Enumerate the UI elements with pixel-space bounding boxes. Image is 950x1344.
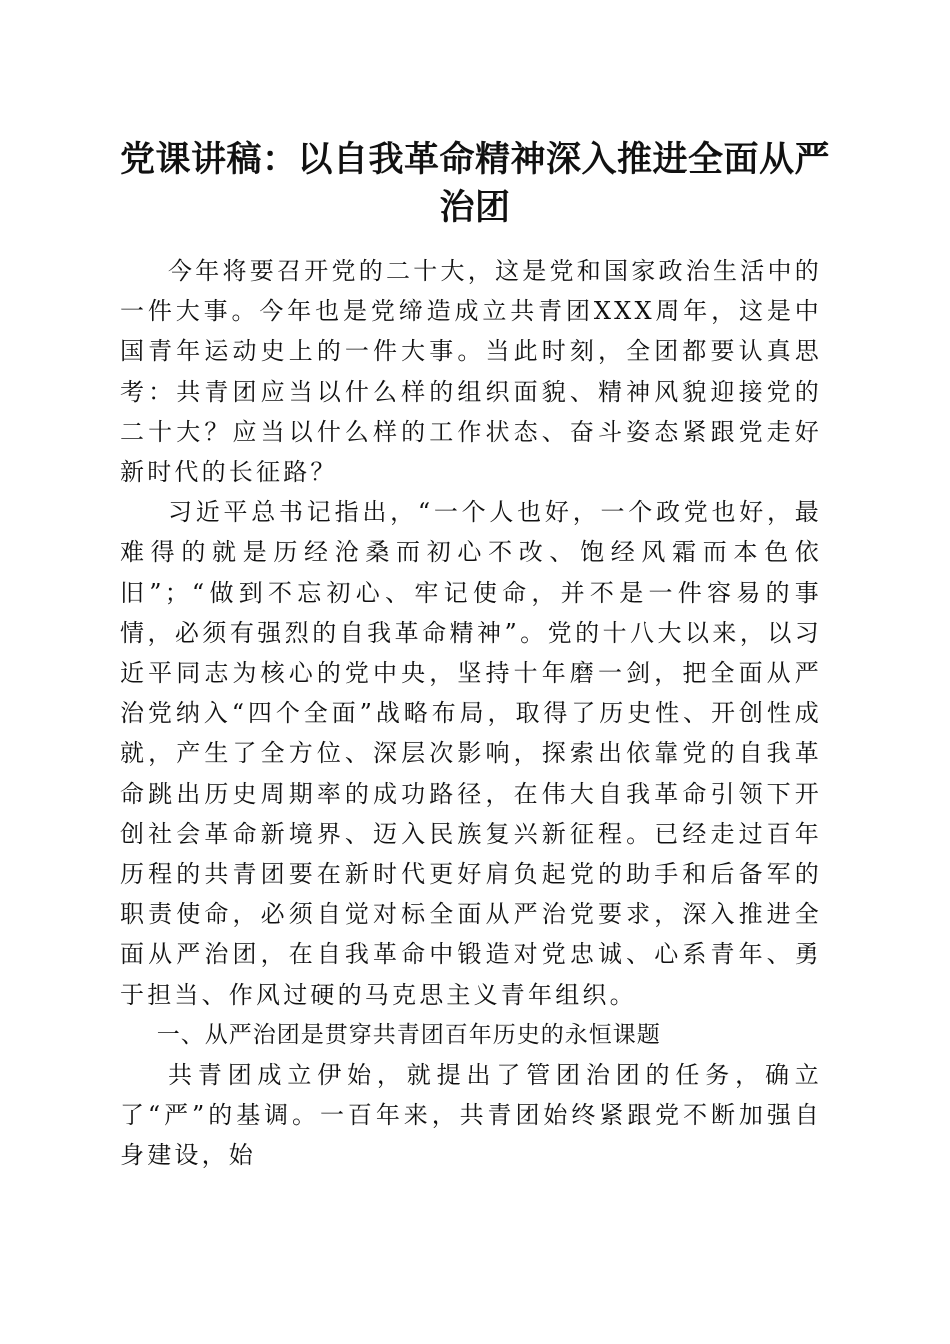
paragraph-intro: 今年将要召开党的二十大，这是党和国家政治生活中的一件大事。今年也是党缔造成立共青团XXX周年，这是中国青年运动史上的一件大事。当此时刻，全团都要认真思考：共青团应当以什么样的组织面貌、精神风貌迎接党的二十大？应当以什么样的工作状态、奋斗姿态紧跟党走好新时代的长征路？	[120, 257, 822, 487]
document-body	[120, 251, 822, 1176]
paragraph-quote: 习近平总书记指出，“一个人也好，一个政党也好，最难得的就是历经沧桑而初心不改、饱经风霜而本色依旧”；“做到不忘初心、牢记使命，并不是一件容易的事情，必须有强烈的自我革命精神”。党的十八大以来，以习近平同志为核心的党中央，坚持十年磨一剑，把全面从严治党纳入“四个全面”战略布局，取得了历史性、开创性成就，产生了全方位、深层次影响，探索出依靠党的自我革命跳出历史周期率的成功路径，在伟大自我革命引领下开创社会革命新境界、迈入民族复兴新征程。已经走过百年历程的共青团要在新时代更好肩负起党的助手和后备军的职责使命，必须自觉对标全面从严治党要求，深入推进全面从严治团，在自我革命中锻造对党忠诚、心系青年、勇于担当、作风过硬的马克思主义青年组织。	[120, 498, 822, 1009]
section-heading: 一、从严治团是贯穿共青团百年历史的永恒课题	[156, 1021, 661, 1048]
document-title	[110, 136, 840, 232]
title-line-1: 党课讲稿：以自我革命精神深入推进全面从严	[119, 139, 830, 180]
title-line-2: 治团	[439, 187, 511, 228]
paragraph-section-one: 共青团成立伊始，就提出了管团治团的任务，确立了“严”的基调。一百年来，共青团始终紧跟党不断加强自身建设，始	[120, 1061, 822, 1170]
